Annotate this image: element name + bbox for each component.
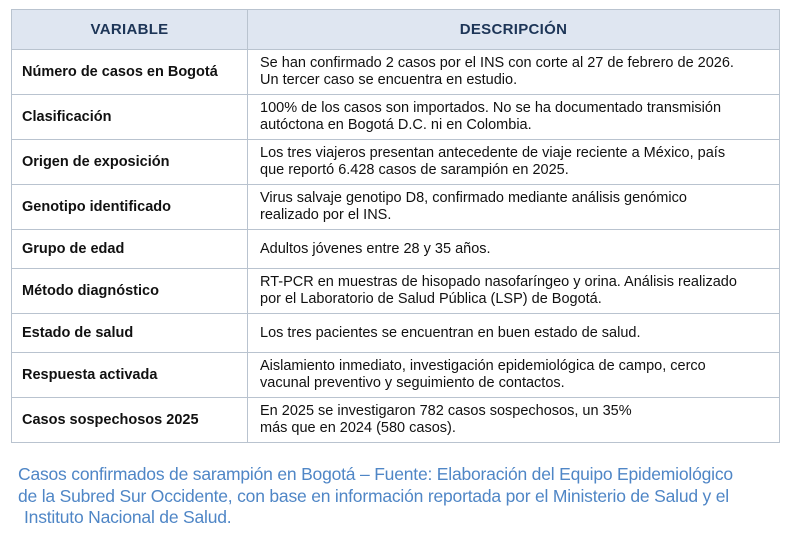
row-variable: Método diagnóstico — [12, 269, 248, 314]
table-header-row — [12, 10, 780, 50]
description-line: autóctona en Bogotá D.C. ni en Colombia. — [260, 117, 532, 133]
description-line: más que en 2024 (580 casos). — [260, 420, 456, 436]
description-line: Los tres viajeros presentan antecedente de viaje reciente a México, país — [260, 145, 726, 161]
row-variable: Genotipo identificado — [12, 185, 248, 230]
description-line: que reportó 6.428 casos de sarampión en 2025. — [260, 162, 569, 178]
description-line: Aislamiento inmediato, investigación epidemiológica de campo, cerco — [260, 358, 706, 374]
table-row — [12, 314, 780, 353]
row-description — [248, 50, 780, 95]
row-description — [248, 140, 780, 185]
row-variable: Clasificación — [12, 95, 248, 140]
table-caption — [18, 464, 783, 529]
row-variable: Grupo de edad — [12, 230, 248, 269]
description-line: vacunal preventivo y seguimiento de contactos. — [260, 375, 565, 391]
measles-info-table — [11, 9, 780, 443]
header-description: DESCRIPCIÓN — [248, 10, 780, 50]
row-description — [248, 95, 780, 140]
description-line: Adultos jóvenes entre 28 y 35 años. — [260, 240, 491, 257]
row-variable: Origen de exposición — [12, 140, 248, 185]
table-row — [12, 269, 780, 314]
table-row — [12, 185, 780, 230]
row-description — [248, 230, 780, 269]
description-line: RT-PCR en muestras de hisopado nasofaríngeo y orina. Análisis realizado — [260, 274, 737, 290]
table-row — [12, 140, 780, 185]
row-variable: Respuesta activada — [12, 353, 248, 398]
description-line: Los tres pacientes se encuentran en buen estado de salud. — [260, 324, 641, 341]
row-description — [248, 398, 780, 443]
description-line: realizado por el INS. — [260, 207, 392, 223]
row-description — [248, 269, 780, 314]
row-variable: Número de casos en Bogotá — [12, 50, 248, 95]
row-variable: Estado de salud — [12, 314, 248, 353]
description-line: Virus salvaje genotipo D8, confirmado mediante análisis genómico — [260, 190, 687, 206]
table-row — [12, 230, 780, 269]
caption-line: Instituto Nacional de Salud. — [24, 507, 232, 527]
table-row — [12, 95, 780, 140]
table-row — [12, 398, 780, 443]
description-line: Un tercer caso se encuentra en estudio. — [260, 72, 518, 88]
header-variable: VARIABLE — [12, 10, 248, 50]
table-row — [12, 353, 780, 398]
description-line: En 2025 se investigaron 782 casos sospechosos, un 35% — [260, 403, 632, 419]
row-variable: Casos sospechosos 2025 — [12, 398, 248, 443]
row-description — [248, 314, 780, 353]
table-row — [12, 50, 780, 95]
description-line: Se han confirmado 2 casos por el INS con corte al 27 de febrero de 2026. — [260, 55, 734, 71]
description-line: por el Laboratorio de Salud Pública (LSP) de Bogotá. — [260, 291, 602, 307]
caption-line: de la Subred Sur Occidente, con base en información reportada por el Ministerio de Salud y el — [18, 485, 729, 506]
description-line: 100% de los casos son importados. No se ha documentado transmisión — [260, 100, 722, 116]
caption-line: Casos confirmados de sarampión en Bogotá – Fuente: Elaboración del Equipo Epidemiológico — [18, 464, 733, 484]
row-description — [248, 353, 780, 398]
row-description — [248, 185, 780, 230]
